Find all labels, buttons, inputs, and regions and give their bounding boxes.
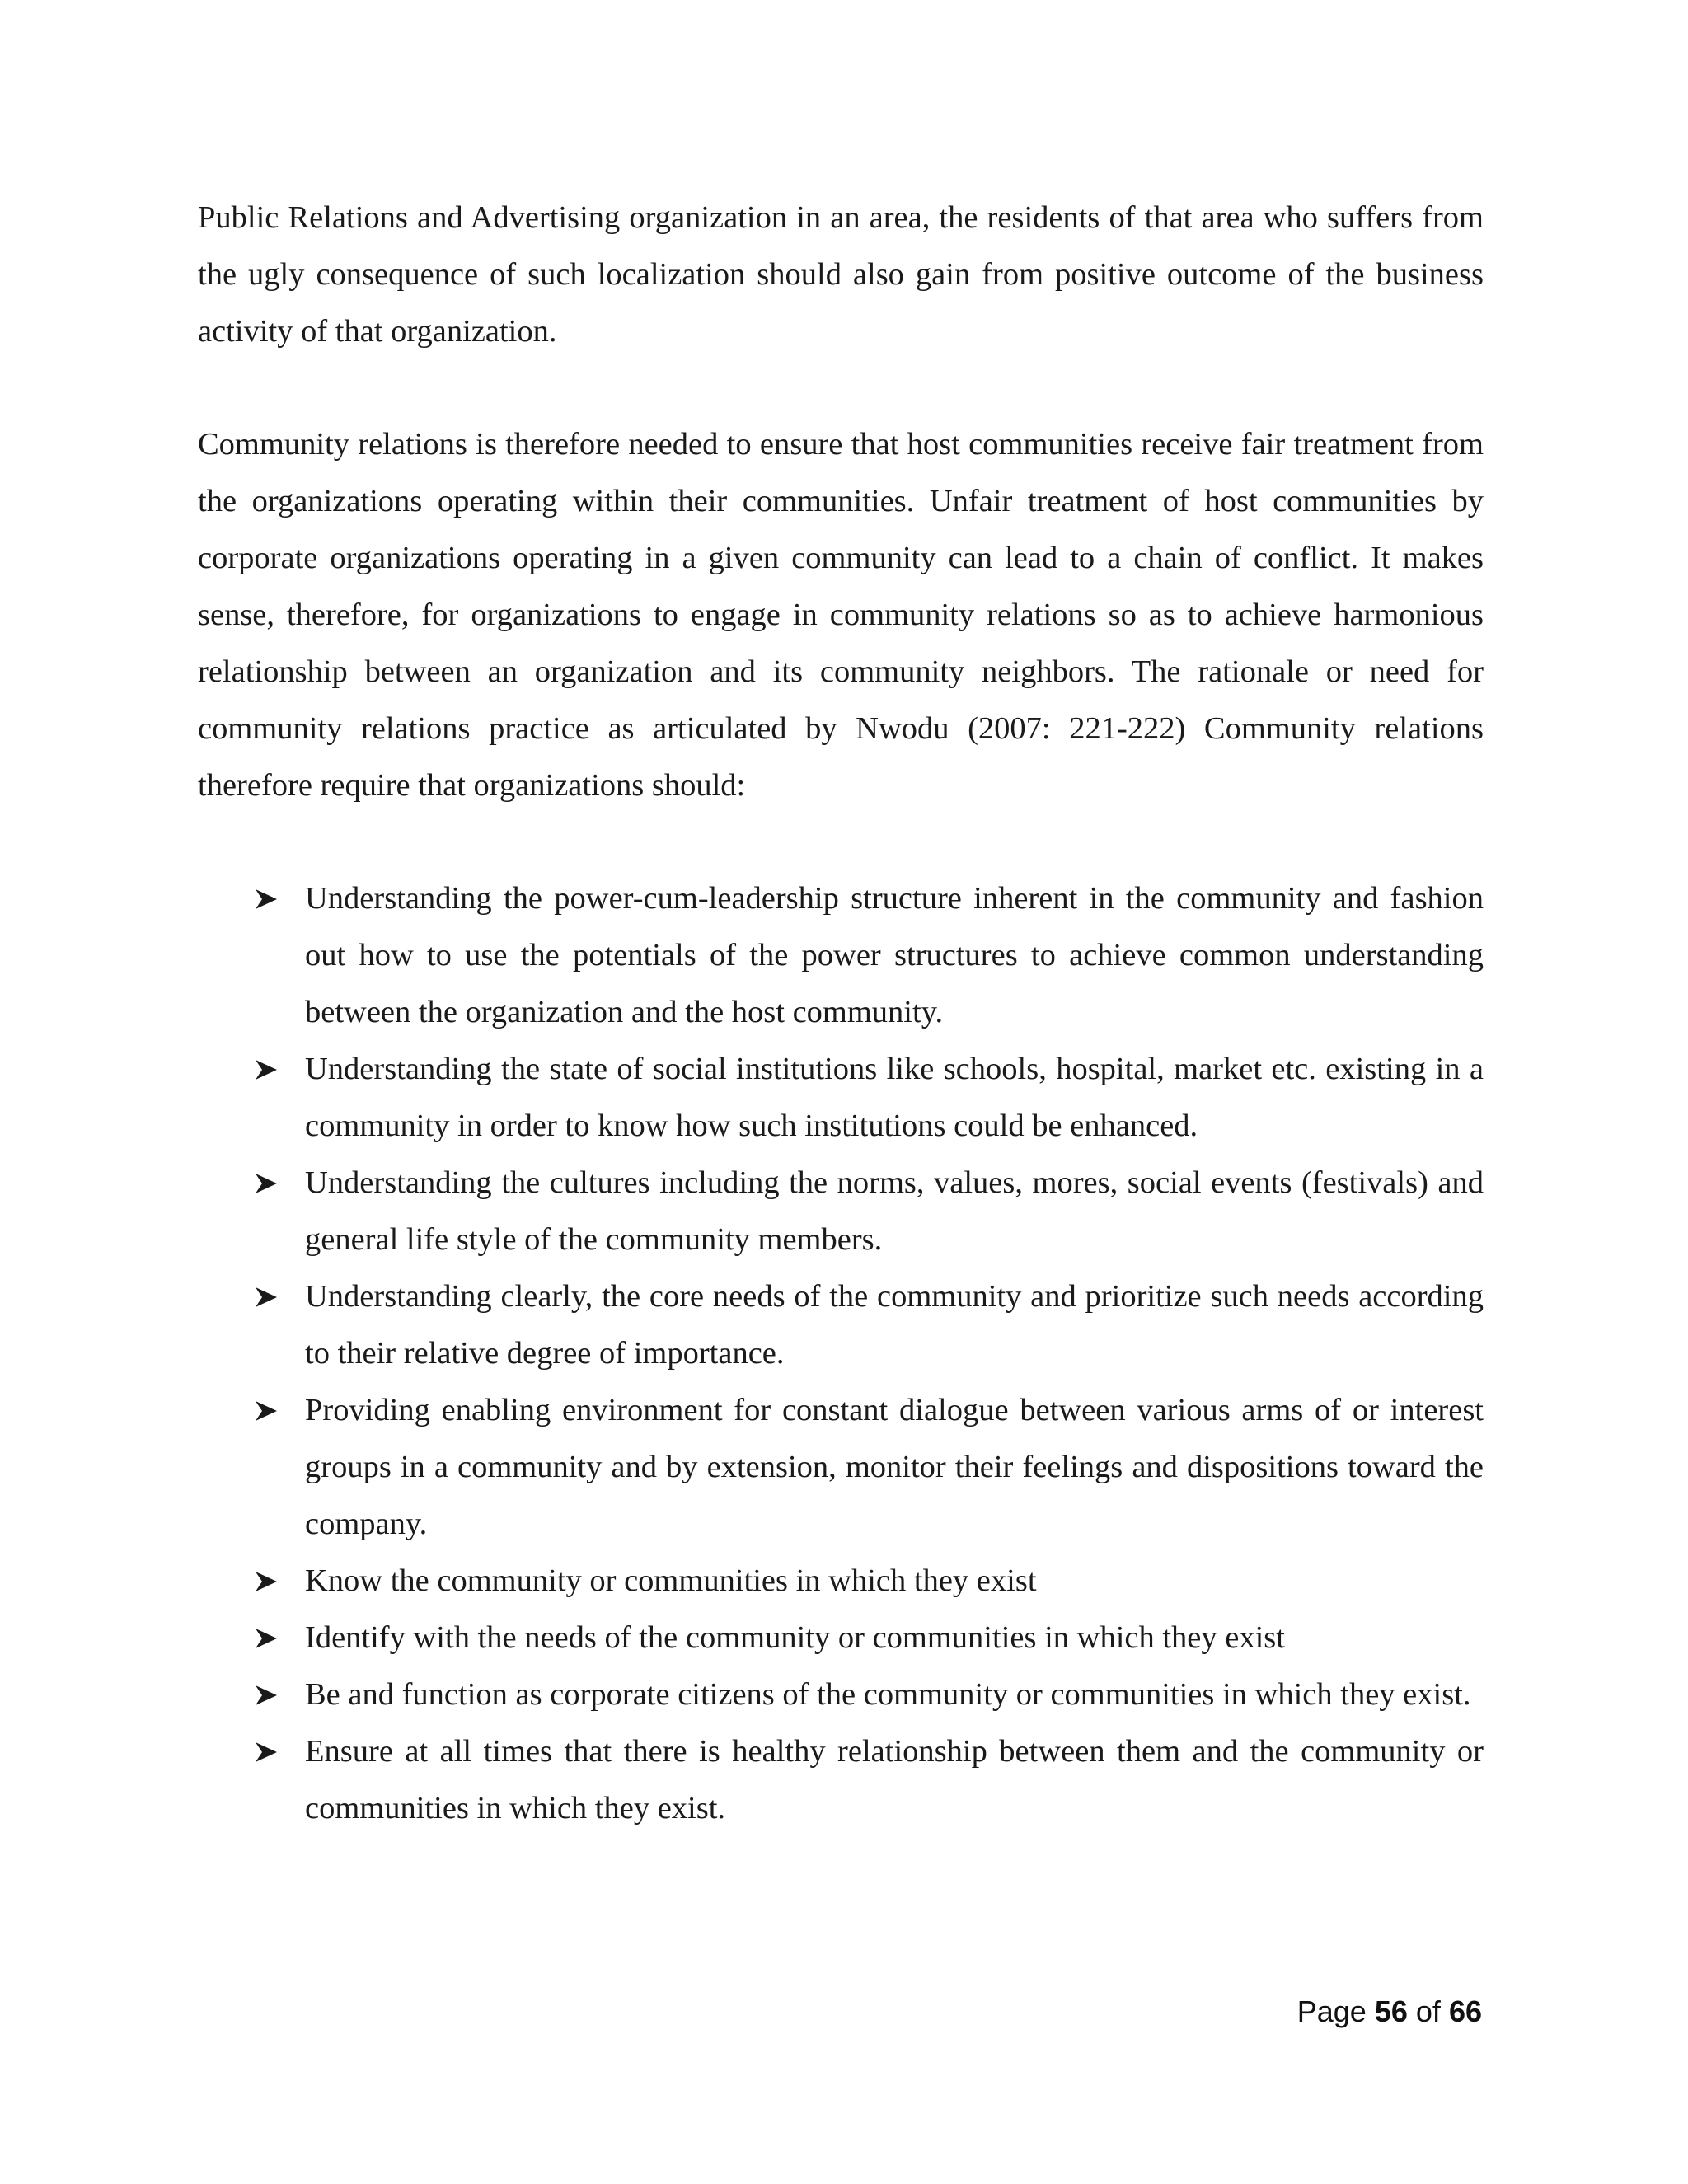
arrowhead-bullet-icon bbox=[254, 870, 287, 927]
total-pages: 66 bbox=[1448, 1994, 1482, 2028]
list-item-text: Understanding clearly, the core needs of the community and prioritize such needs according to their relative degree of importance. bbox=[305, 1279, 1484, 1371]
list-item-text: Be and function as corporate citizens of the community or communities in which they exist. bbox=[305, 1677, 1471, 1712]
of-label: of bbox=[1415, 1994, 1441, 2028]
paragraph: Public Relations and Advertising organization in an area, the residents of that area who suffers from the ugly consequence of such localization should also gain from positive outcome of the business activity of that organization. bbox=[198, 200, 1484, 349]
list-item-text: Know the community or communities in which they exist bbox=[305, 1563, 1037, 1598]
list-item-text: Providing enabling environment for constant dialogue between various arms of or interest groups in a community and by extension, monitor their feelings and dispositions toward the company. bbox=[305, 1393, 1484, 1541]
arrowhead-bullet-icon bbox=[254, 1553, 287, 1610]
paragraph: Community relations is therefore needed to ensure that host communities receive fair treatment from the organizations operating within their communities. Unfair treatment of host communities by corporate organizations operating in a given community can lead to a chain of conflict. It makes sense, therefore, for organizations to engage in community relations so as to achieve harmonious relationship between an organization and its community neighbors. The rationale or need for community relations practice as articulated by Nwodu (2007: 221-222) Community relations therefore require that organizations should: bbox=[198, 427, 1484, 803]
list-item bbox=[198, 1666, 1484, 1723]
list-item-text: Understanding the cultures including the norms, values, mores, social events (festivals) and general life style of the community members. bbox=[305, 1165, 1484, 1257]
list-item bbox=[198, 870, 1484, 1041]
list-item bbox=[198, 1553, 1484, 1610]
list-item-text: Identify with the needs of the community or communities in which they exist bbox=[305, 1620, 1285, 1655]
arrowhead-bullet-icon bbox=[254, 1041, 287, 1098]
arrowhead-bullet-icon bbox=[254, 1382, 287, 1439]
list-item-text: Understanding the power-cum-leadership structure inherent in the community and fashion out how to use the potentials of the power structures to achieve common understanding between the organization and the host community. bbox=[305, 881, 1484, 1029]
list-item bbox=[198, 1382, 1484, 1553]
page-number: 56 bbox=[1374, 1994, 1408, 2028]
arrowhead-bullet-icon bbox=[254, 1610, 287, 1666]
list-item bbox=[198, 1610, 1484, 1666]
page-label: Page bbox=[1296, 1994, 1367, 2028]
arrowhead-bullet-icon bbox=[254, 1723, 287, 1780]
list-item bbox=[198, 1268, 1484, 1382]
list-item bbox=[198, 1041, 1484, 1155]
arrowhead-bullet-icon bbox=[254, 1268, 287, 1325]
arrowhead-bullet-icon bbox=[254, 1155, 287, 1212]
list-item-text: Understanding the state of social institutions like schools, hospital, market etc. existing in a community in order to know how such institutions could be enhanced. bbox=[305, 1052, 1484, 1143]
arrowhead-bullet-icon bbox=[254, 1666, 287, 1723]
bullet-list bbox=[198, 870, 1484, 1837]
list-item bbox=[198, 1723, 1484, 1837]
page-footer bbox=[1297, 1994, 1482, 2029]
list-item bbox=[198, 1155, 1484, 1268]
list-item-text: Ensure at all times that there is healthy relationship between them and the community or communities in which they exist. bbox=[305, 1734, 1484, 1825]
